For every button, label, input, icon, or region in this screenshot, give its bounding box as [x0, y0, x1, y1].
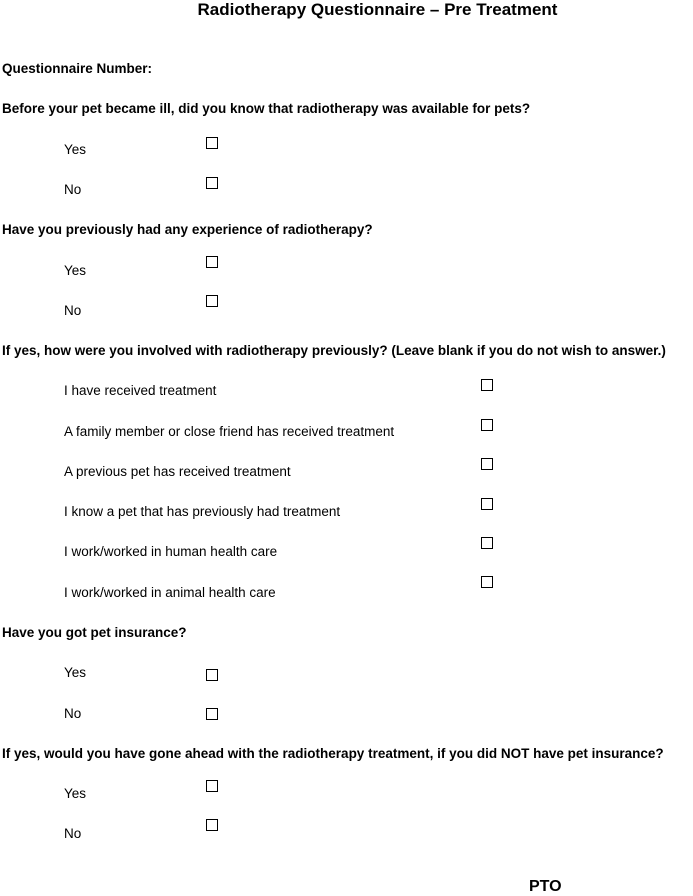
- question-1-option-no-label: No: [64, 182, 82, 197]
- question-1-option-yes-label: Yes: [64, 142, 87, 157]
- question-3-option-3-checkbox[interactable]: [481, 458, 493, 470]
- question-3-option-6-checkbox[interactable]: [481, 576, 493, 588]
- question-3-option-4-checkbox[interactable]: [481, 498, 493, 510]
- questionnaire-number-label: Questionnaire Number:: [2, 61, 153, 76]
- question-5-text: If yes, would you have gone ahead with the radiotherapy treatment, if you did NOT have pet insurance?: [2, 746, 664, 761]
- question-2-option-yes-label: Yes: [64, 263, 87, 278]
- page-title: Radiotherapy Questionnaire – Pre Treatment: [197, 0, 558, 19]
- question-5-yes-checkbox[interactable]: [206, 780, 218, 792]
- pto-footer: PTO: [529, 878, 562, 895]
- question-1-yes-checkbox[interactable]: [206, 137, 218, 149]
- question-3-option-5-label: I work/worked in human health care: [64, 544, 278, 559]
- question-2-text: Have you previously had any experience of radiotherapy?: [2, 222, 373, 237]
- question-4-no-checkbox[interactable]: [206, 708, 218, 720]
- question-3-option-1-checkbox[interactable]: [481, 379, 493, 391]
- question-3-option-5-checkbox[interactable]: [481, 537, 493, 549]
- question-3-option-2-checkbox[interactable]: [481, 419, 493, 431]
- question-1-no-checkbox[interactable]: [206, 177, 218, 189]
- question-3-option-2-label: A family member or close friend has received treatment: [64, 424, 395, 439]
- question-3-option-4-label: I know a pet that has previously had treatment: [64, 504, 341, 519]
- question-4-option-yes-label: Yes: [64, 665, 87, 680]
- question-5-no-checkbox[interactable]: [206, 819, 218, 831]
- question-5-option-yes-label: Yes: [64, 786, 87, 801]
- question-1-text: Before your pet became ill, did you know that radiotherapy was available for pets?: [2, 101, 531, 116]
- question-2-yes-checkbox[interactable]: [206, 256, 218, 268]
- question-3-option-1-label: I have received treatment: [64, 383, 217, 398]
- question-4-option-no-label: No: [64, 706, 82, 721]
- question-2-option-no-label: No: [64, 303, 82, 318]
- question-5-option-no-label: No: [64, 826, 82, 841]
- question-3-option-3-label: A previous pet has received treatment: [64, 464, 291, 479]
- question-4-text: Have you got pet insurance?: [2, 625, 187, 640]
- question-3-option-6-label: I work/worked in animal health care: [64, 585, 276, 600]
- question-4-yes-checkbox[interactable]: [206, 669, 218, 681]
- question-3-text: If yes, how were you involved with radiotherapy previously? (Leave blank if you do not wish to answer.): [2, 343, 666, 358]
- question-2-no-checkbox[interactable]: [206, 295, 218, 307]
